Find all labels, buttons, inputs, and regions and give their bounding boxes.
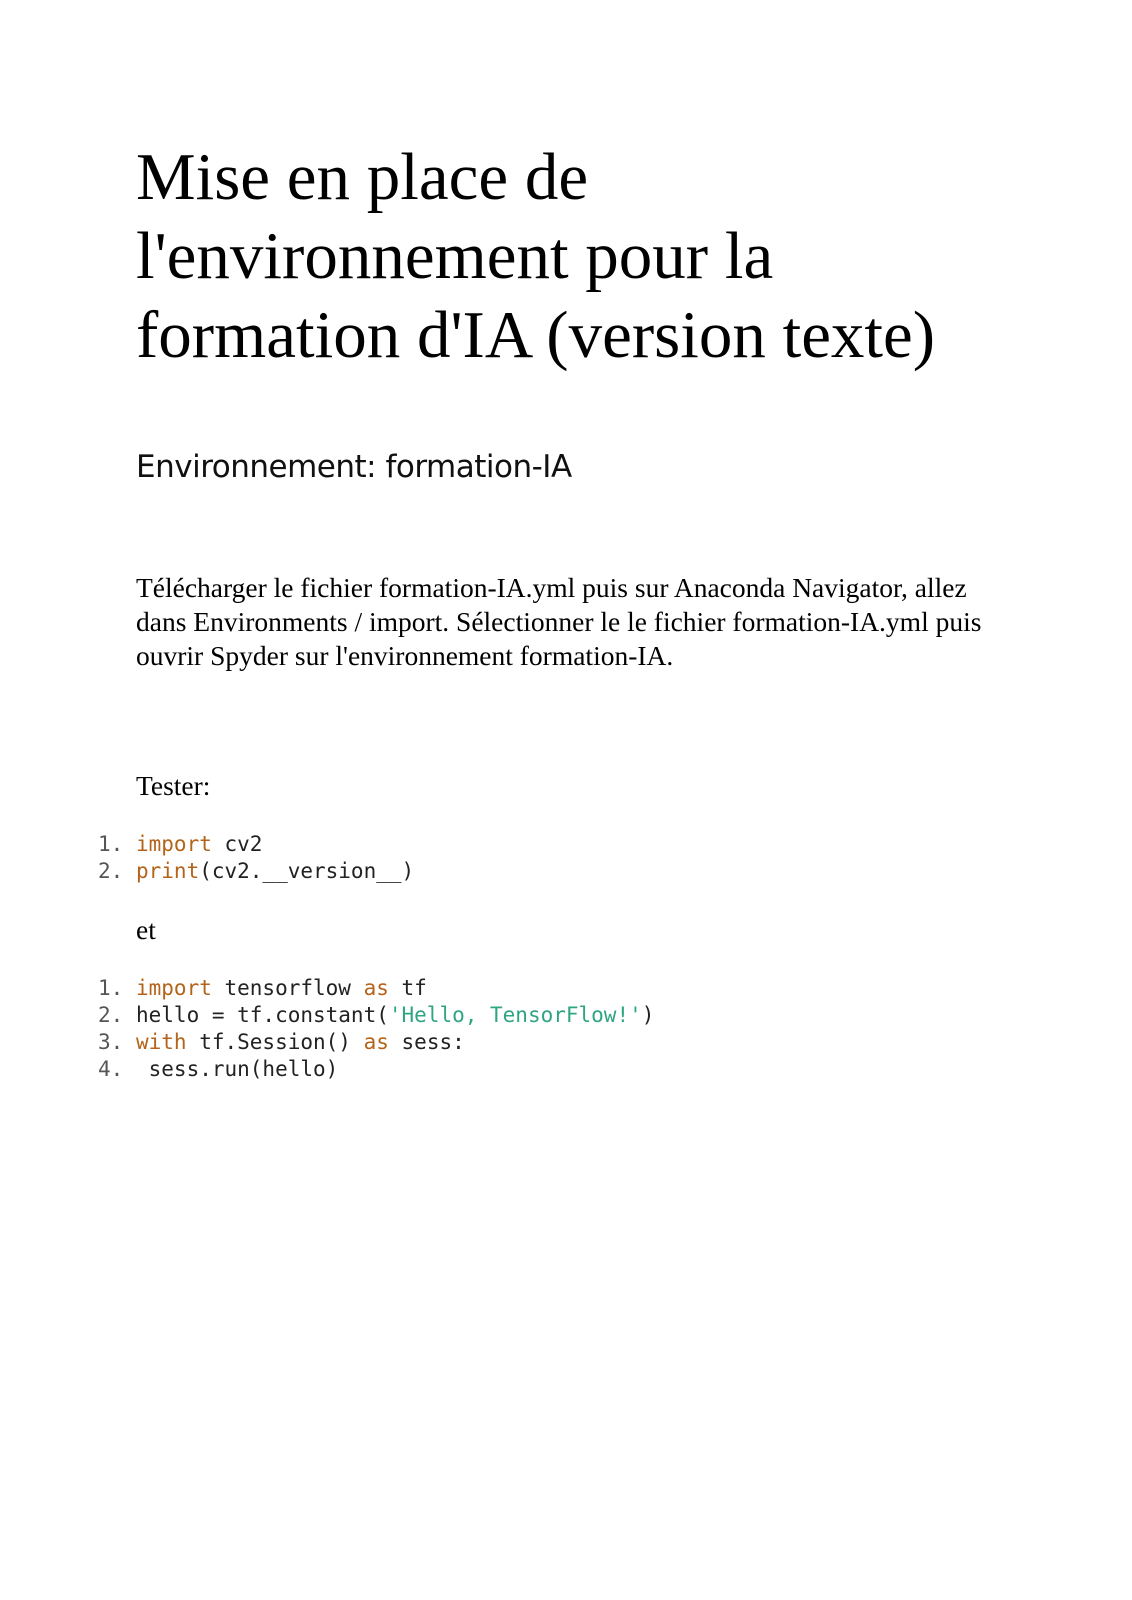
code-keyword: import: [136, 976, 212, 1000]
code-line: [98, 1056, 654, 1083]
environment-subtitle: Environnement: formation-IA: [136, 449, 572, 485]
code-block-tensorflow: [98, 975, 654, 1083]
code-line: [98, 831, 414, 858]
code-string: 'Hello, TensorFlow!': [388, 1003, 642, 1027]
code-text: tf.Session(): [186, 1030, 364, 1054]
code-line: [98, 975, 654, 1002]
code-line: [98, 1002, 654, 1029]
line-number: 4.: [98, 1057, 124, 1081]
code-text: hello = tf.constant(: [136, 1003, 389, 1027]
line-number: 3.: [98, 1030, 124, 1054]
code-keyword: import: [136, 832, 212, 856]
et-label: et: [136, 914, 156, 945]
intro-paragraph: Télécharger le fichier formation-IA.yml puis sur Anaconda Navigator, allez dans Environments / import. Sélectionner le le fichier formation-IA.yml puis ouvrir Spyder sur l'environnement formation-IA.: [136, 572, 982, 671]
code-text: tensorflow: [211, 976, 364, 1000]
code-text: sess.run(hello): [136, 1057, 339, 1081]
tester-label: Tester:: [136, 770, 211, 801]
code-line: [98, 1029, 654, 1056]
line-number: 2.: [98, 1003, 124, 1027]
code-text: (cv2.__version__): [199, 859, 415, 883]
code-text: sess:: [388, 1030, 465, 1054]
code-text: ): [641, 1003, 655, 1027]
code-text: tf: [388, 976, 427, 1000]
line-number: 1.: [98, 976, 124, 1000]
code-text: cv2: [211, 832, 263, 856]
page-title: Mise en place de l'environnement pour la formation d'IA (version texte): [136, 140, 936, 372]
code-keyword: as: [363, 976, 389, 1000]
code-keyword: as: [363, 1030, 389, 1054]
code-keyword: print: [136, 859, 200, 883]
line-number: 1.: [98, 832, 124, 856]
line-number: 2.: [98, 859, 124, 883]
code-line: [98, 858, 414, 885]
code-keyword: with: [136, 1030, 187, 1054]
code-block-cv2: [98, 831, 414, 885]
